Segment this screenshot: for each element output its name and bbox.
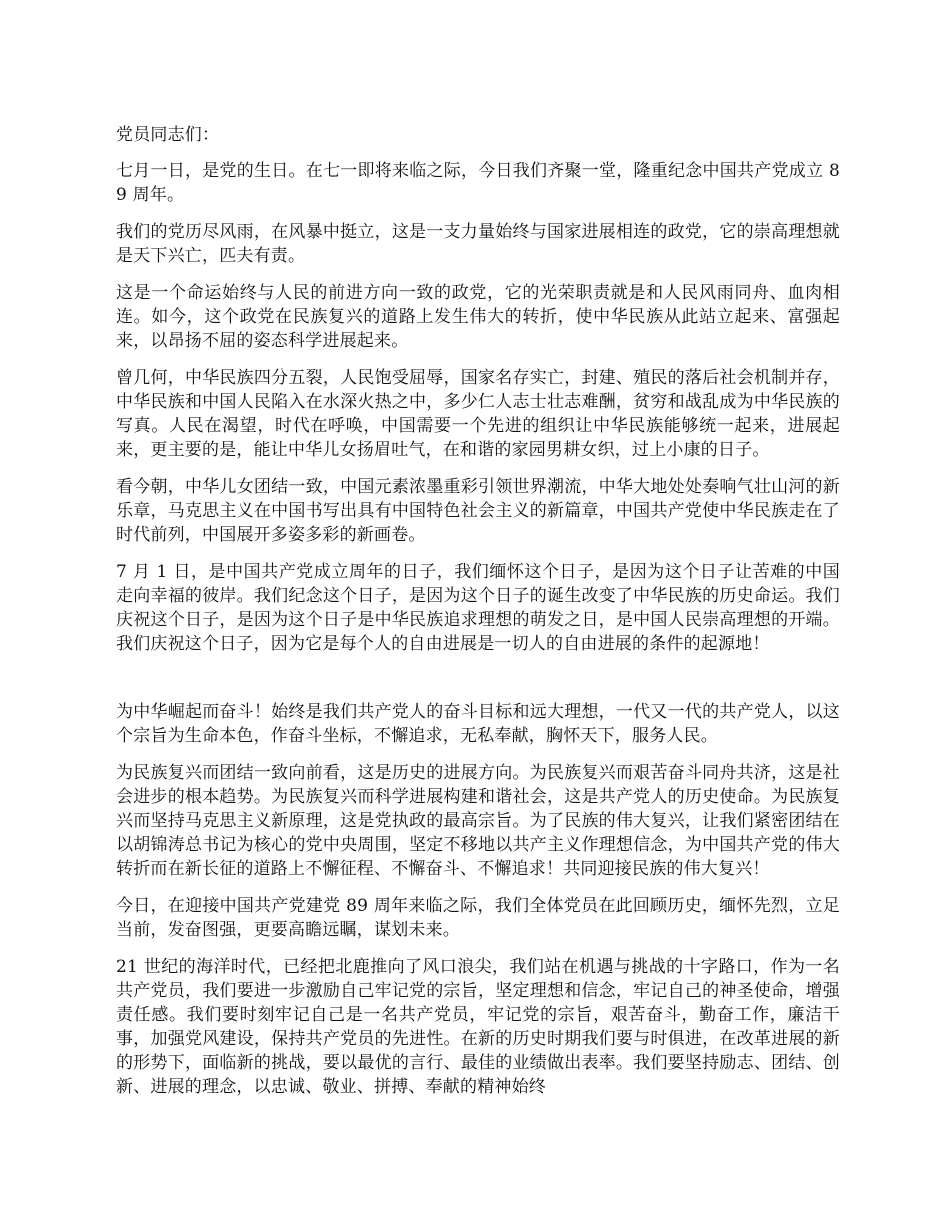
paragraph: 为中华崛起而奋斗！始终是我们共产党人的奋斗目标和远大理想，一代又一代的共产党人，以这个宗旨为生命本色，作奋斗坐标，不懈追求，无私奉献，胸怀天下，服务人民。 <box>116 702 840 746</box>
paragraph: 今日，在迎接中国共产党建党 89 周年来临之际，我们全体党员在此回顾历史，缅怀先烈，立足当前，发奋图强，更要高瞻远瞩，谋划未来。 <box>116 896 840 940</box>
paragraph: 为民族复兴而团结一致向前看，这是历史的进展方向。为民族复兴而艰苦奋斗同舟共济，这是社会进步的根本趋势。为民族复兴而科学进展构建和谐社会，这是共产党人的历史使命。为民族复兴而坚持马克思主义新原理，这是党执政的最高宗旨。为了民族的伟大复兴，让我们紧密团结在以胡锦涛总书记为核心的党中央周围，坚定不移地以共产主义作理想信念，为中国共产党的伟大转折而在新长征的道路上不懈征程、不懈奋斗、不懈追求！共同迎接民族的伟大复兴！ <box>116 763 840 879</box>
paragraph: 看今朝，中华儿女团结一致，中国元素浓墨重彩引领世界潮流，中华大地处处奏响气壮山河的新乐章，马克思主义在中国书写出具有中国特色社会主义的新篇章，中国共产党使中华民族走在了时代前列，中国展开多姿多彩的新画卷。 <box>116 477 840 545</box>
paragraph: 七月一日，是党的生日。在七一即将来临之际，今日我们齐聚一堂，隆重纪念中国共产党成立 89 周年。 <box>116 161 840 205</box>
paragraph: 21 世纪的海洋时代，已经把北鹿推向了风口浪尖，我们站在机遇与挑战的十字路口，作为一名共产党员，我们要进一步激励自己牢记党的宗旨，坚定理想和信念，牢记自己的神圣使命，增强责任感。我们要时刻牢记自己是一名共产党员，牢记党的宗旨，艰苦奋斗，勤奋工作，廉洁干事，加强党风建设，保持共产党员的先进性。在新的历史时期我们要与时俱进，在改革进展的新的形势下，面临新的挑战，要以最优的言行、最佳的业绩做出表率。我们要坚持励志、团结、创新、进展的理念，以忠诚、敬业、拼搏、奉献的精神始终 <box>116 957 840 1097</box>
document-body <box>116 123 840 1112</box>
paragraph: 这是一个命运始终与人民的前进方向一致的政党，它的光荣职责就是和人民风雨同舟、血肉相连。如今，这个政党在民族复兴的道路上发生伟大的转折，使中华民族从此站立起来、富强起来，以昂扬不屈的姿态科学进展起来。 <box>116 283 840 351</box>
section-break <box>116 669 840 700</box>
paragraph: 7 月 1 日，是中国共产党成立周年的日子，我们缅怀这个日子，是因为这个日子让苦难的中国走向幸福的彼岸。我们纪念这个日子，是因为这个日子的诞生改变了中华民族的历史命运。我们庆祝这个日子，是因为这个日子是中华民族追求理想的萌发之日，是中国人民崇高理想的开端。我们庆祝这个日子，因为它是每个人的自由进展是一切人的自由进展的条件的起源地！ <box>116 562 840 654</box>
paragraph: 我们的党历尽风雨，在风暴中挺立，这是一支力量始终与国家进展相连的政党，它的崇高理想就是天下兴亡，匹夫有责。 <box>116 222 840 266</box>
salutation: 党员同志们： <box>116 125 220 145</box>
paragraph: 曾几何，中华民族四分五裂，人民饱受屈辱，国家名存实亡，封建、殖民的落后社会机制并存，中华民族和中国人民陷入在水深火热之中，多少仁人志士壮志难酬，贫穷和战乱成为中华民族的写真。人民在渴望，时代在呼唤，中国需要一个先进的组织让中华民族能够统一起来，进展起来，更主要的是，能让中华儿女扬眉吐气，在和谐的家园男耕女织，过上小康的日子。 <box>116 368 840 460</box>
